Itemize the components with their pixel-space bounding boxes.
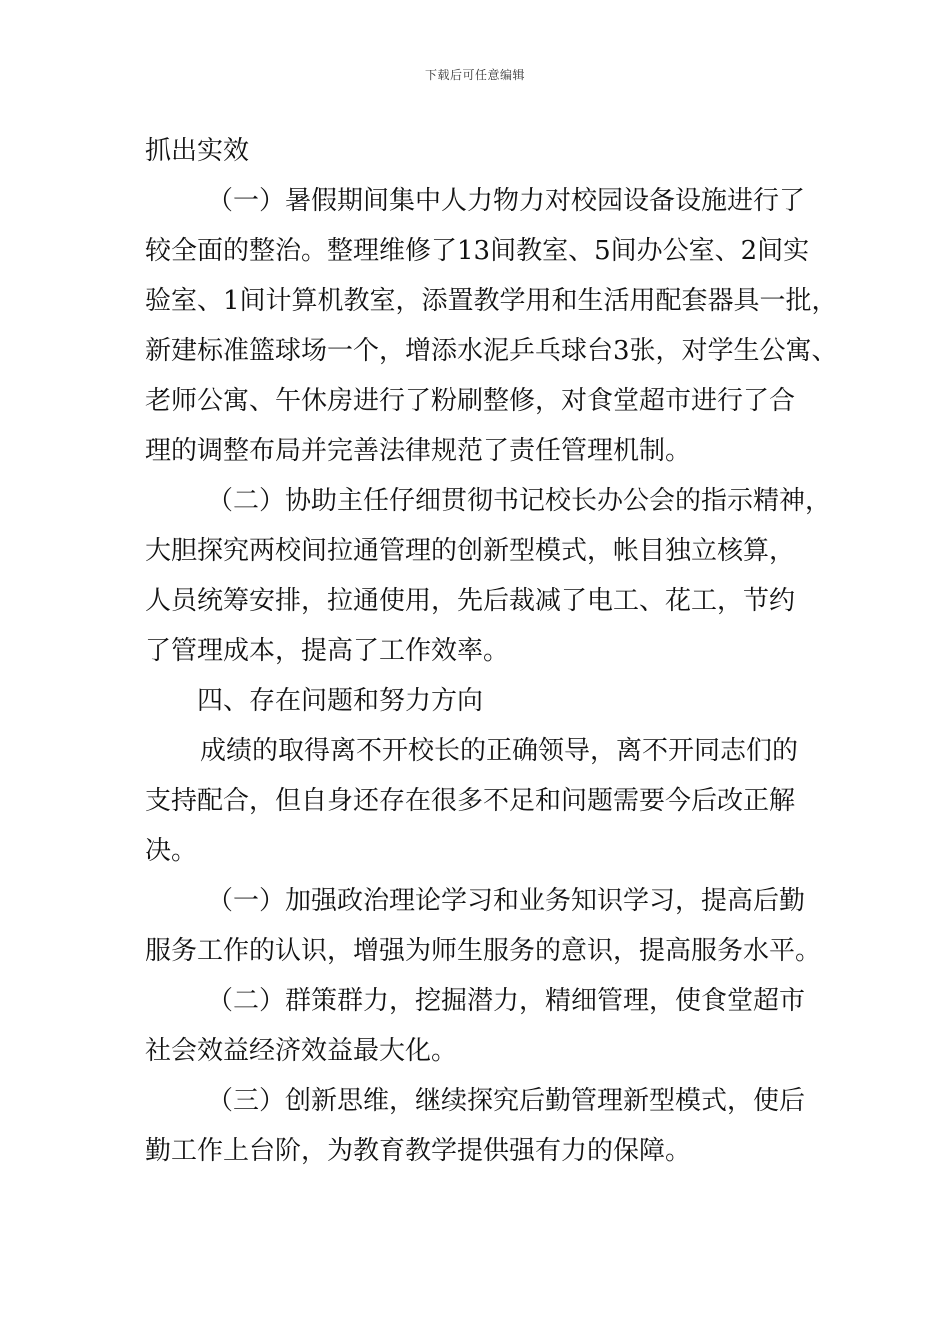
paragraph-line: 较全面的整治。整理维修了13间教室、5间办公室、2间实	[145, 236, 810, 266]
paragraph-line: 支持配合，但自身还存在很多不足和问题需要今后改正解	[145, 786, 796, 816]
page-header: 下载后可任意编辑	[424, 68, 525, 82]
paragraph-line: 服务工作的认识，增强为师生服务的意识，提高服务水平。	[145, 936, 822, 966]
paragraph-line: 人员统筹安排，拉通使用，先后裁减了电工、花工，节约	[145, 586, 796, 616]
paragraph-line: （一）暑假期间集中人力物力对校园设备设施进行了	[207, 186, 806, 216]
paragraph-line: 了管理成本，提高了工作效率。	[145, 636, 510, 666]
paragraph-line: 社会效益经济效益最大化。	[145, 1036, 458, 1066]
section-heading: 四、存在问题和努力方向	[197, 686, 484, 716]
paragraph-line: 验室、1间计算机教室，添置教学用和生活用配套器具一批，	[145, 286, 838, 316]
paragraph-line: 决。	[145, 836, 198, 866]
paragraph-line: 老师公寓、午休房进行了粉刷整修，对食堂超市进行了合	[145, 386, 796, 416]
paragraph-line: 抓出实效	[145, 136, 250, 166]
paragraph-line: 新建标准篮球场一个，增添水泥乒乓球台3张，对学生公寓、	[145, 336, 838, 366]
document-body	[145, 131, 838, 1181]
paragraph-line: （二）协助主任仔细贯彻书记校长办公会的指示精神，	[207, 486, 832, 516]
paragraph-line: 成绩的取得离不开校长的正确领导，离不开同志们的	[200, 736, 799, 766]
paragraph-line: 勤工作上台阶，为教育教学提供强有力的保障。	[145, 1136, 692, 1166]
paragraph-line: 大胆探究两校间拉通管理的创新型模式，帐目独立核算，	[145, 536, 796, 566]
paragraph-line: 理的调整布局并完善法律规范了责任管理机制。	[145, 436, 692, 466]
paragraph-line: （一）加强政治理论学习和业务知识学习，提高后勤	[207, 886, 806, 916]
paragraph-line: （二）群策群力，挖掘潜力，精细管理，使食堂超市	[207, 986, 806, 1016]
paragraph-line: （三）创新思维，继续探究后勤管理新型模式，使后	[207, 1086, 806, 1116]
